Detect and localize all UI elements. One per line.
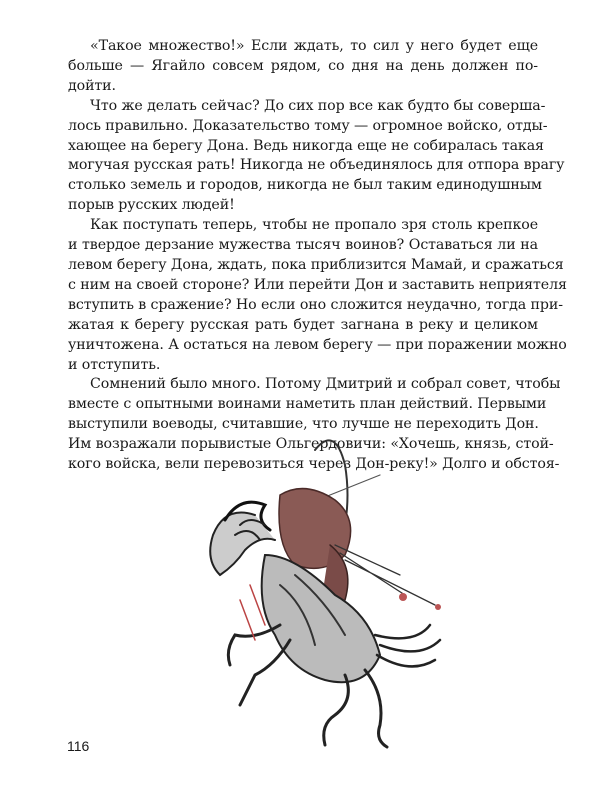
text-line: Что же делать сейчас? До сих пор все как будто бы совершa- — [90, 97, 546, 114]
text-line: вступить в сражение? Но если оно сложится неудачно, тогда при- — [68, 296, 563, 313]
text-line: и отступить. — [68, 356, 161, 373]
text-line: порыв русских людей! — [68, 197, 235, 214]
text-line: дойти. — [68, 77, 116, 94]
text-line: Как поступать теперь, чтобы не пропало зря столь крепкое — [90, 217, 538, 234]
text-line: левом берегу Дона, ждать, пока приблизится Мамай, и сражаться — [68, 256, 564, 273]
text-line: «Такое множество!» Если ждать, то сил у него будет еще — [90, 38, 538, 54]
horseman-archer-illustration — [195, 425, 485, 755]
text-line: лось правильно. Доказательство тому — огромное войско, отды- — [68, 117, 548, 134]
page-number: 116 — [67, 738, 90, 754]
text-line: больше — Ягайло совсем рядом, со дня на день должен по- — [68, 57, 538, 74]
text-line: и твердое дерзание мужества тысяч воинов? Оставаться ли на — [68, 237, 538, 254]
text-line: хающее на берегу Дона. Ведь никогда еще не собиралась такая — [68, 137, 544, 154]
text-line: могучая русская рать! Никогда не объединялось для отпора врагу — [68, 157, 565, 174]
text-line: Сомнений было много. Потому Дмитрий и собрал совет, чтобы — [90, 376, 561, 393]
text-line: уничтожена. А остаться на левом берегу — при поражении можно — [68, 336, 567, 353]
text-line: столько земель и городов, никогда не был таким единодушным — [68, 177, 542, 194]
text-line: выступили воеводы, считавшие, что лучше не переходить Дон. — [68, 416, 539, 433]
text-line: жатая к берегу русская рать будет загнана в реку и целиком — [68, 316, 538, 333]
text-line: кого войска, вели перевозиться через Дон-реку!» Долго и обстоя- — [68, 456, 560, 473]
text-line: с ним на своей стороне? Или перейти Дон и заставить неприятеля — [68, 276, 567, 293]
text-line: вместе с опытными воинами наметить план действий. Первыми — [68, 396, 547, 413]
text-line: Им возражали порывистые Ольгердовичи: «Хочешь, князь, стой- — [68, 436, 554, 453]
body-text — [68, 37, 567, 475]
